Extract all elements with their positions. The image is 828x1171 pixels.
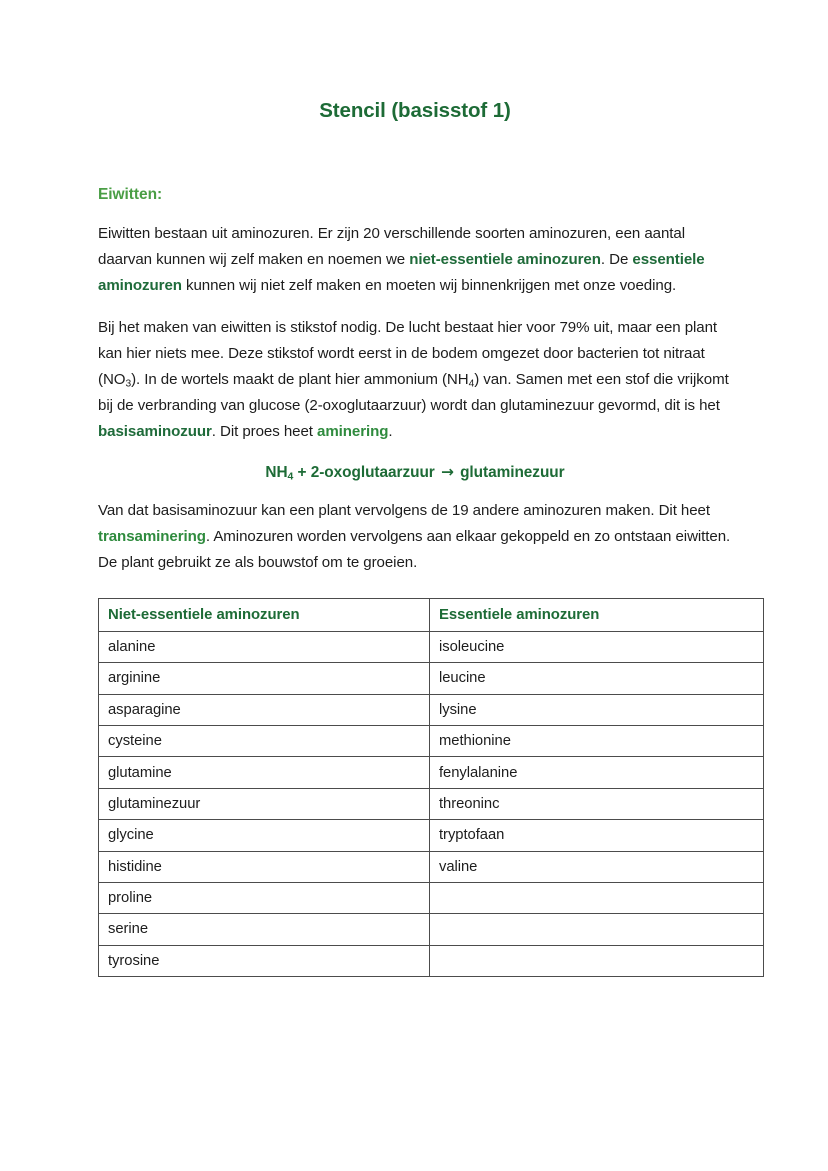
table-row [99,820,764,851]
paragraph-3 [98,482,732,575]
cell-niet-essentiele: histidine [99,851,430,882]
right-arrow-icon: → [440,463,454,482]
paragraph-2-segment-2: ). In de wortels maakt de plant hier ammonium (NH [131,370,469,388]
equation-product: glutaminezuur [455,464,565,482]
cell-essentiele: tryptofaan [430,820,764,851]
cell-essentiele [430,914,764,945]
cell-essentiele [430,945,764,976]
cell-niet-essentiele: cysteine [99,725,430,756]
ammonium-subscript: 4 [468,378,475,390]
cell-niet-essentiele: serine [99,914,430,945]
cell-niet-essentiele: proline [99,882,430,913]
paragraph-2-segment-5: . [388,422,393,440]
highlight-essentiele-aminozuren: essentiele aminozuren [98,250,705,294]
table-row [99,694,764,725]
chemical-equation [98,444,732,482]
table-row [99,725,764,756]
paragraph-2-segment-3: ) van. Samen met een stof die vrijkomt bij de verbranding van glucose (2-oxoglutaarzuur) wordt dan glutaminezuur gevormd, dit is het [98,370,729,414]
highlight-transaminering: transaminering [98,528,206,546]
cell-essentiele [430,882,764,913]
cell-essentiele: fenylalanine [430,757,764,788]
paragraph-2 [98,298,732,444]
table-row [99,945,764,976]
table-header-row [99,598,764,631]
cell-essentiele: isoleucine [430,631,764,662]
cell-essentiele: methionine [430,725,764,756]
paragraph-3-segment-1: Van dat basisaminozuur kan een plant vervolgens de 19 andere aminozuren maken. Dit heet [98,502,710,520]
table-row [99,757,764,788]
cell-essentiele: lysine [430,694,764,725]
cell-niet-essentiele: alanine [99,631,430,662]
cell-niet-essentiele: tyrosine [99,945,430,976]
cell-niet-essentiele: glutamine [99,757,430,788]
table-header-essentiele: Essentiele aminozuren [430,598,764,631]
page-title: Stencil (basisstof 1) [319,99,511,122]
paragraph-2-segment-1: Bij het maken van eiwitten is stikstof nodig. De lucht bestaat hier voor 79% uit, maar een plant kan hier niets mee. Deze stikstof wordt eerst in de bodem omgezet door bacterien tot nitraat (NO [98,319,718,388]
cell-niet-essentiele: glycine [99,820,430,851]
highlight-basisaminozuur: basisaminozuur [98,422,212,440]
table-row [99,631,764,662]
table-header-niet-essentiele: Niet-essentiele aminozuren [99,598,430,631]
equation-plus-term: + 2-oxoglutaarzuur [293,464,439,482]
aminozuren-table [98,598,764,977]
table-row [99,788,764,819]
paragraph-2-segment-4: . Dit proes heet [211,422,317,440]
table-row [99,851,764,882]
paragraph-1-segment-2: . De [600,250,633,268]
table-row [99,663,764,694]
table-row [99,882,764,913]
equation-left-formula: NH [265,464,288,482]
paragraph-3-segment-2: . Aminozuren worden vervolgens aan elkaar gekoppeld en zo ontstaan eiwitten. De plant gebruikt ze als bouwstof om te groeien. [98,528,731,571]
cell-niet-essentiele: arginine [99,663,430,694]
cell-essentiele: leucine [430,663,764,694]
nitrate-subscript: 3 [125,378,132,390]
equation-left-subscript: 4 [287,471,294,483]
table-body [99,631,764,976]
section-heading-eiwitten: Eiwitten: [98,186,163,203]
highlight-niet-essentiele-aminozuren: niet-essentiele aminozuren [409,250,601,268]
cell-niet-essentiele: glutaminezuur [99,788,430,819]
cell-niet-essentiele: asparagine [99,694,430,725]
paragraph-1-segment-1: Eiwitten bestaan uit aminozuren. Er zijn 20 verschillende soorten aminozuren, een aantal daarvan kunnen wij zelf maken en noemen we [98,225,685,268]
paragraph-1 [98,204,732,298]
table-row [99,914,764,945]
paragraph-1-segment-3: kunnen wij niet zelf maken en moeten wij binnenkrijgen met onze voeding. [181,276,677,294]
cell-essentiele: valine [430,851,764,882]
cell-essentiele: threoninc [430,788,764,819]
highlight-aminering: aminering [317,422,389,440]
